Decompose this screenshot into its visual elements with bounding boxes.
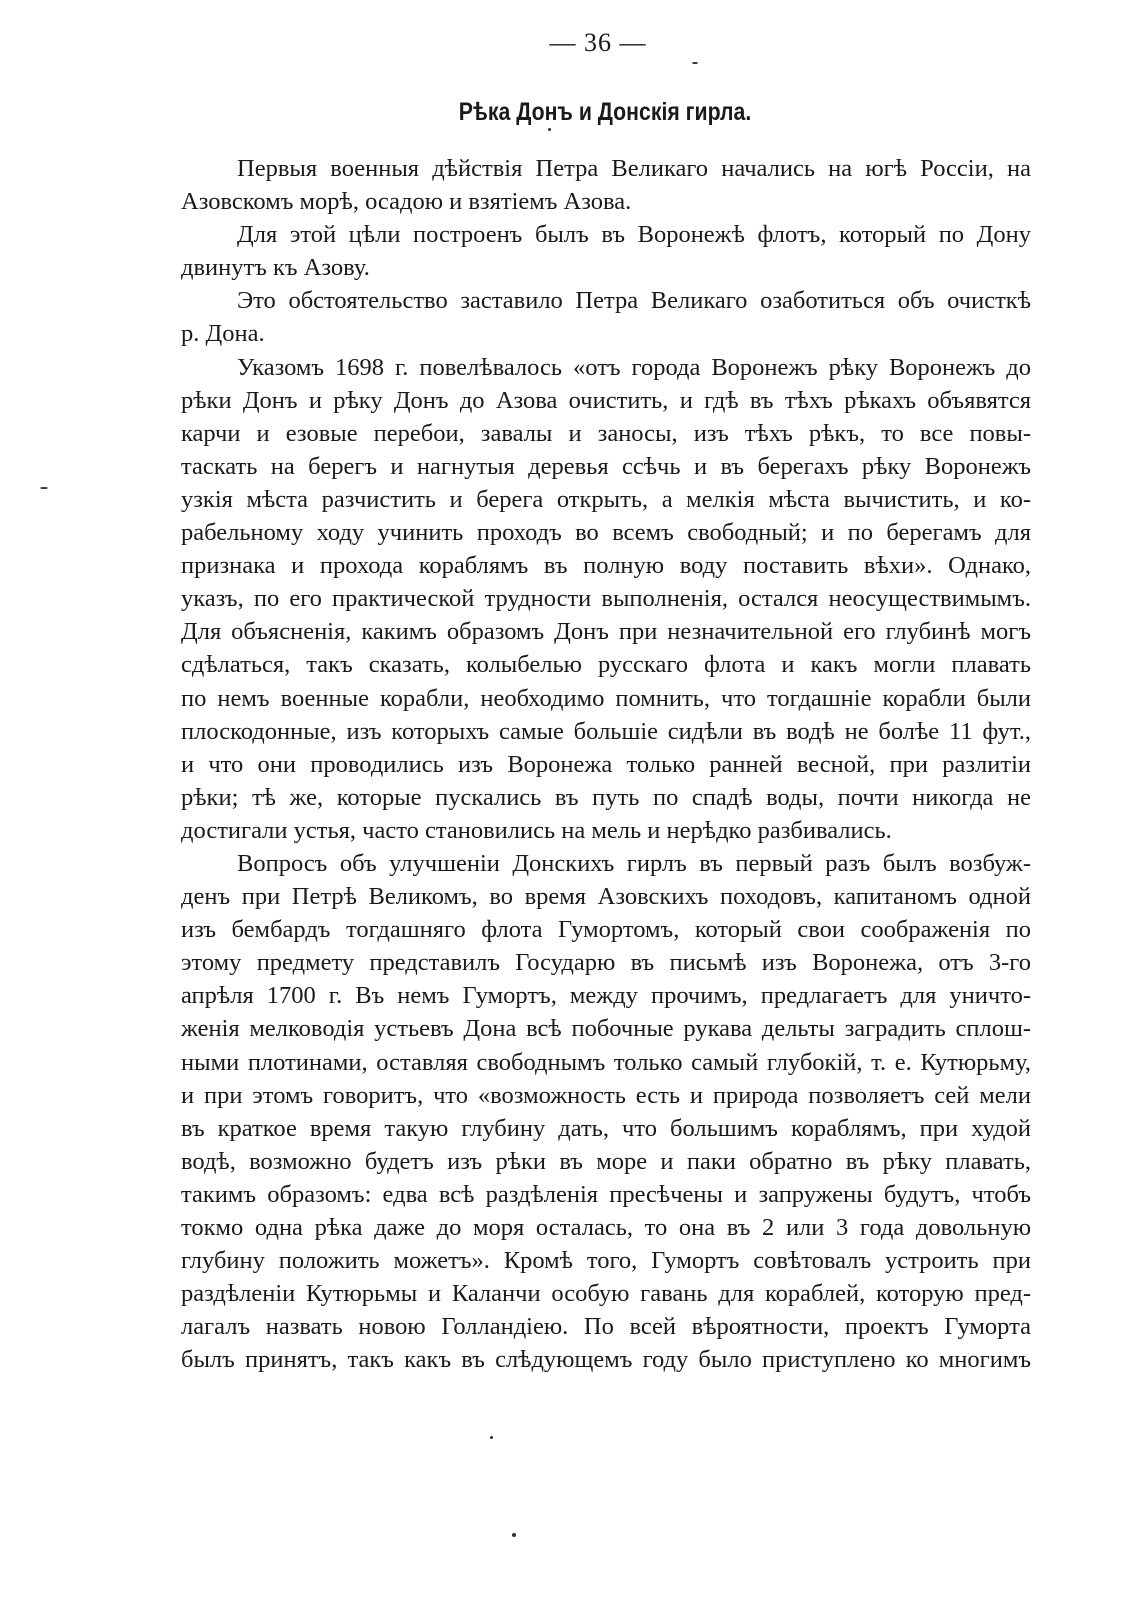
scan-speck bbox=[512, 1533, 516, 1537]
text-line: такимъ образомъ: едва всѣ раздѣленія пресѣчены и запружены будутъ, чтобъ bbox=[181, 1180, 1031, 1208]
body-text bbox=[181, 152, 1031, 1376]
text-line: этому предмету представилъ Государю въ письмѣ изъ Воронежа, отъ 3-го bbox=[181, 949, 1031, 977]
text-line: и при этомъ говоритъ, что «возможность есть и природа позволяетъ сей мели bbox=[181, 1081, 1031, 1109]
text-line: признака и прохода кораблямъ въ полную воду поставить вѣхи». Однако, bbox=[181, 552, 1031, 580]
text-line: лагалъ назвать новою Голландіею. По всей вѣроятности, проектъ Гуморта bbox=[181, 1313, 1031, 1341]
text-line: указъ, по его практической трудности выполненія, остался неосуществимымъ. bbox=[181, 585, 1031, 613]
text-line: изъ бембардъ тогдашняго флота Гумортомъ, который свои соображенія по bbox=[181, 916, 1031, 944]
text-line: Первыя военныя дѣйствія Петра Великаго начались на югѣ Россіи, на bbox=[237, 155, 1031, 182]
scan-speck bbox=[548, 128, 551, 131]
text-line: узкія мѣста разчистить и берега открыть, а мелкія мѣста вычистить, и ко- bbox=[181, 485, 1031, 513]
scan-speck bbox=[692, 62, 698, 64]
text-line: таскать на берегъ и нагнутыя деревья ссѣчь и въ берегахъ рѣку Воронежъ bbox=[181, 452, 1031, 480]
text-line: достигали устья, часто становились на мель и нерѣдко разбивались. bbox=[181, 816, 892, 844]
text-line: апрѣля 1700 г. Въ немъ Гумортъ, между прочимъ, предлагаетъ для уничто- bbox=[181, 982, 1031, 1010]
text-line: глубину положить можетъ». Кромѣ того, Гумортъ совѣтовалъ устроить при bbox=[181, 1247, 1031, 1275]
text-line: сдѣлаться, такъ сказать, колыбелью русскаго флота и какъ могли плавать bbox=[181, 651, 1031, 679]
text-line: раздѣленіи Кутюрьмы и Каланчи особую гавань для кораблей, которую пред- bbox=[181, 1280, 1031, 1308]
text-line: Для объясненія, какимъ образомъ Донъ при незначительной его глубинѣ могъ bbox=[181, 618, 1031, 646]
section-title: Рѣка Донъ и Донскія гирла. bbox=[458, 98, 752, 126]
text-line: р. Дона. bbox=[181, 320, 265, 348]
text-line: Азовскомъ морѣ, осадою и взятіемъ Азова. bbox=[181, 188, 632, 216]
text-line: по немъ военные корабли, необходимо помнить, что тогдашніе корабли были bbox=[181, 684, 1031, 712]
text-line: Для этой цѣли построенъ былъ въ Воронежѣ флотъ, который по Дону bbox=[237, 221, 1031, 249]
text-line: ными плотинами, оставляя свободнымъ только самый глубокій, т. е. Кутюрьму, bbox=[181, 1048, 1031, 1076]
scan-speck bbox=[40, 487, 48, 489]
text-line: въ краткое время такую глубину дать, что большимъ кораблямъ, при худой bbox=[181, 1114, 1031, 1142]
scan-speck bbox=[490, 1436, 493, 1439]
text-line: женія мелководія устьевъ Дона всѣ побочные рукава дельты заградить сплош- bbox=[181, 1015, 1031, 1043]
text-line: Вопросъ объ улучшеніи Донскихъ гирлъ въ первый разъ былъ возбуж- bbox=[237, 849, 1031, 877]
text-line: двинутъ къ Азову. bbox=[181, 254, 370, 282]
text-line: карчи и езовые перебои, завалы и заносы, изъ тѣхъ рѣкъ, то все повы- bbox=[181, 419, 1031, 447]
page-number: — 36 — bbox=[549, 28, 647, 57]
text-line: рѣки Донъ и рѣку Донъ до Азова очистить, и гдѣ въ тѣхъ рѣкахъ объявятся bbox=[181, 386, 1031, 414]
text-line: токмо одна рѣка даже до моря осталась, то она въ 2 или 3 года довольную bbox=[181, 1214, 1031, 1241]
text-line: рѣки; тѣ же, которые пускались въ путь по спадѣ воды, почти никогда не bbox=[181, 783, 1031, 811]
text-line: рабельному ходу учинить проходъ во всемъ свободный; и по берегамъ для bbox=[181, 519, 1031, 547]
text-line: и что они проводились изъ Воронежа только ранней весной, при разлитіи bbox=[181, 750, 1031, 778]
text-line: денъ при Петрѣ Великомъ, во время Азовскихъ походовъ, капитаномъ одной bbox=[181, 883, 1031, 911]
text-line: плоскодонные, изъ которыхъ самые большіе сидѣли въ водѣ не болѣе 11 фут., bbox=[181, 717, 1031, 745]
text-line: Указомъ 1698 г. повелѣвалось «отъ города Воронежъ рѣку Воронежъ до bbox=[237, 353, 1031, 381]
text-line: былъ принятъ, такъ какъ въ слѣдующемъ году было приступлено ко многимъ bbox=[181, 1346, 1031, 1374]
text-line: Это обстоятельство заставило Петра Великаго озаботиться объ очисткѣ bbox=[237, 287, 1031, 315]
text-line: водѣ, возможно будетъ изъ рѣки въ море и паки обратно въ рѣку плавать, bbox=[181, 1147, 1031, 1175]
